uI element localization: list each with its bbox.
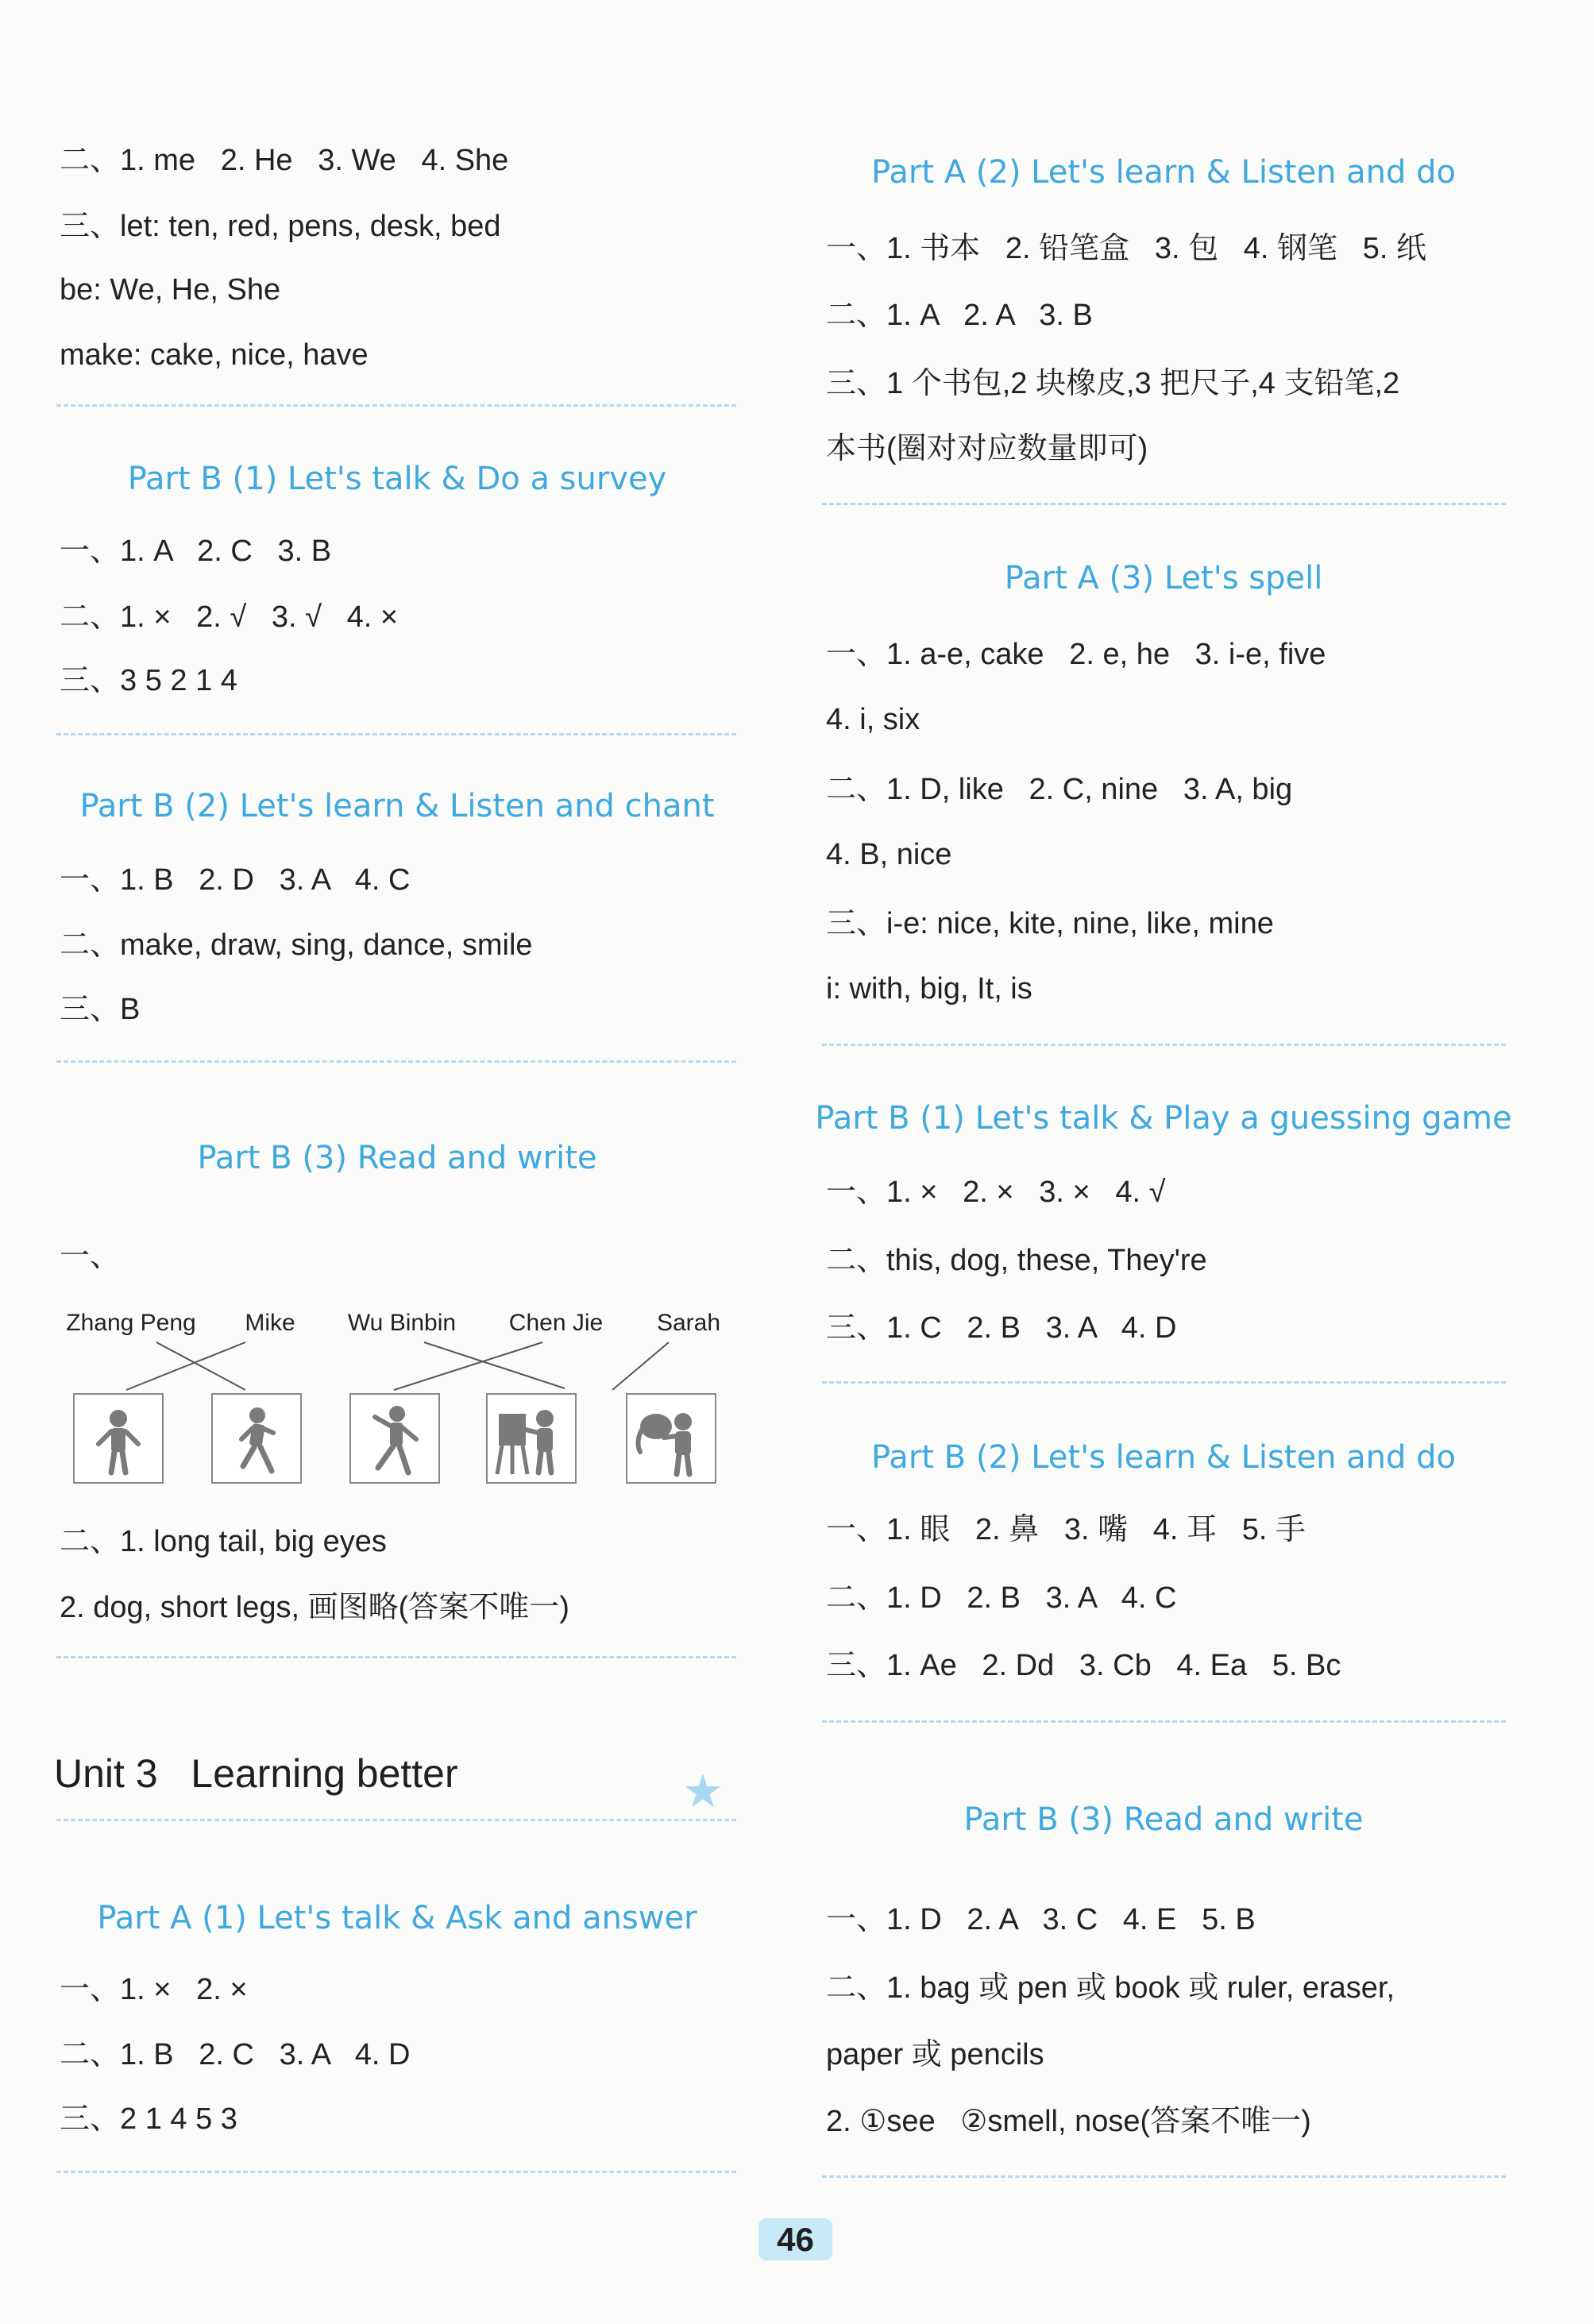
answer-line: 4. i, six (826, 703, 921, 736)
answer-line: 二、1. D, like 2. C, nine 3. A, big (826, 773, 1293, 806)
answer-line: 2. dog, short legs, 画图略(答案不唯一) (60, 1591, 569, 1624)
answer-line: 二、this, dog, these, They're (826, 1244, 1207, 1277)
matching-line (394, 1342, 542, 1390)
unit-title: Unit 3 Learning better (54, 1751, 458, 1796)
section-heading-part-b1-left: Part B (1) Let's talk & Do a survey (127, 461, 667, 497)
section-divider (822, 1720, 1506, 1723)
answer-line: paper 或 pencils (826, 2038, 1044, 2071)
answer-line: 一、1. 眼 2. 鼻 3. 嘴 4. 耳 5. 手 (826, 1513, 1306, 1546)
section-divider (56, 733, 736, 735)
answer-line: 三、i-e: nice, kite, nine, like, mine (826, 907, 1274, 940)
answer-line: 三、1. C 2. B 3. A 4. D (826, 1311, 1177, 1345)
matching-line (424, 1342, 565, 1388)
picture-child-running (211, 1393, 302, 1484)
page-number: 46 (758, 2218, 832, 2260)
answer-line: 二、1. A 2. A 3. B (826, 299, 1093, 332)
answer-line: 一、1. × 2. × 3. × 4. √ (826, 1176, 1166, 1209)
matching-name: Sarah (656, 1310, 721, 1336)
answer-line: make: cake, nice, have (60, 338, 369, 372)
answer-line: 一、1. A 2. C 3. B (60, 535, 332, 568)
section-divider (822, 1044, 1506, 1046)
answer-line: 二、1. D 2. B 3. A 4. C (826, 1581, 1177, 1615)
section-divider (56, 404, 736, 407)
section-divider (56, 1060, 736, 1063)
section-heading-part-b2-right: Part B (2) Let's learn & Listen and do (870, 1439, 1456, 1476)
matching-name: Wu Binbin (347, 1310, 457, 1336)
section-divider (822, 1381, 1506, 1384)
answer-line: 三、1 个书包,2 块橡皮,3 把尺子,4 支铅笔,2 (826, 367, 1400, 400)
matching-line (156, 1342, 245, 1390)
section-heading-part-a3-right: Part A (3) Let's spell (1004, 560, 1323, 596)
answer-line: 三、1. Ae 2. Dd 3. Cb 4. Ea 5. Bc (826, 1649, 1341, 1682)
matching-name: Mike (245, 1310, 295, 1336)
answer-line: 本书(圈对对应数量即可) (826, 432, 1148, 465)
section-heading-part-b3-left: Part B (3) Read and write (197, 1140, 597, 1176)
matching-line (126, 1342, 245, 1390)
matching-line (612, 1342, 669, 1390)
answer-line: 二、1. bag 或 pen 或 book 或 ruler, eraser, (826, 1971, 1395, 2005)
answer-line: 二、1. me 2. He 3. We 4. She (60, 144, 509, 177)
answer-line: 三、3 5 2 1 4 (60, 664, 237, 697)
answer-line: i: with, big, It, is (826, 972, 1032, 1006)
section-divider (56, 2171, 736, 2173)
answer-line: 一、1. 书本 2. 铅笔盒 3. 包 4. 钢笔 5. 纸 (826, 232, 1426, 265)
answer-line: 一、1. D 2. A 3. C 4. E 5. B (826, 1903, 1256, 1936)
answer-line: 一、1. × 2. × (60, 1973, 248, 2006)
answer-line: 三、let: ten, red, pens, desk, bed (60, 210, 501, 243)
section-divider (56, 1819, 736, 1821)
section-heading-part-a2-right: Part A (2) Let's learn & Listen and do (871, 154, 1456, 191)
answer-line: 三、B (60, 993, 141, 1026)
matching-name: Zhang Peng (66, 1310, 196, 1336)
answer-line: 一、1. B 2. D 3. A 4. C (60, 863, 411, 897)
picture-child-painting (486, 1393, 577, 1484)
matching-name: Chen Jie (508, 1310, 604, 1336)
picture-child-with-elephant (626, 1393, 716, 1484)
answer-line: 一、1. a-e, cake 2. e, he 3. i-e, five (826, 638, 1326, 671)
answer-line: 2. ①see ②smell, nose(答案不唯一) (826, 2105, 1311, 2138)
section-divider (822, 2175, 1506, 2178)
picture-child-dancing (349, 1393, 440, 1484)
answer-line: 二、make, draw, sing, dance, smile (60, 928, 533, 962)
section-heading-part-b1-right: Part B (1) Let's talk & Play a guessing game (815, 1100, 1512, 1137)
answer-line: 4. B, nice (826, 838, 952, 871)
section-heading-part-b3-right: Part B (3) Read and write (963, 1801, 1364, 1838)
question-label: 一、 (60, 1240, 121, 1273)
answer-line: 二、1. × 2. √ 3. √ 4. × (60, 600, 399, 634)
star-icon: ★ (682, 1766, 724, 1817)
answer-line: 三、2 1 4 5 3 (60, 2102, 237, 2136)
answer-line: 二、1. long tail, big eyes (60, 1525, 387, 1558)
answer-line: be: We, He, She (60, 273, 281, 307)
section-divider (822, 503, 1506, 505)
section-heading-part-a1-left: Part A (1) Let's talk & Ask and answer (97, 1900, 697, 1936)
answer-line: 二、1. B 2. C 3. A 4. D (60, 2038, 411, 2071)
section-divider (56, 1656, 736, 1658)
section-heading-part-b2-left: Part B (2) Let's learn & Listen and chant (79, 788, 715, 824)
picture-child-standing (73, 1393, 164, 1484)
